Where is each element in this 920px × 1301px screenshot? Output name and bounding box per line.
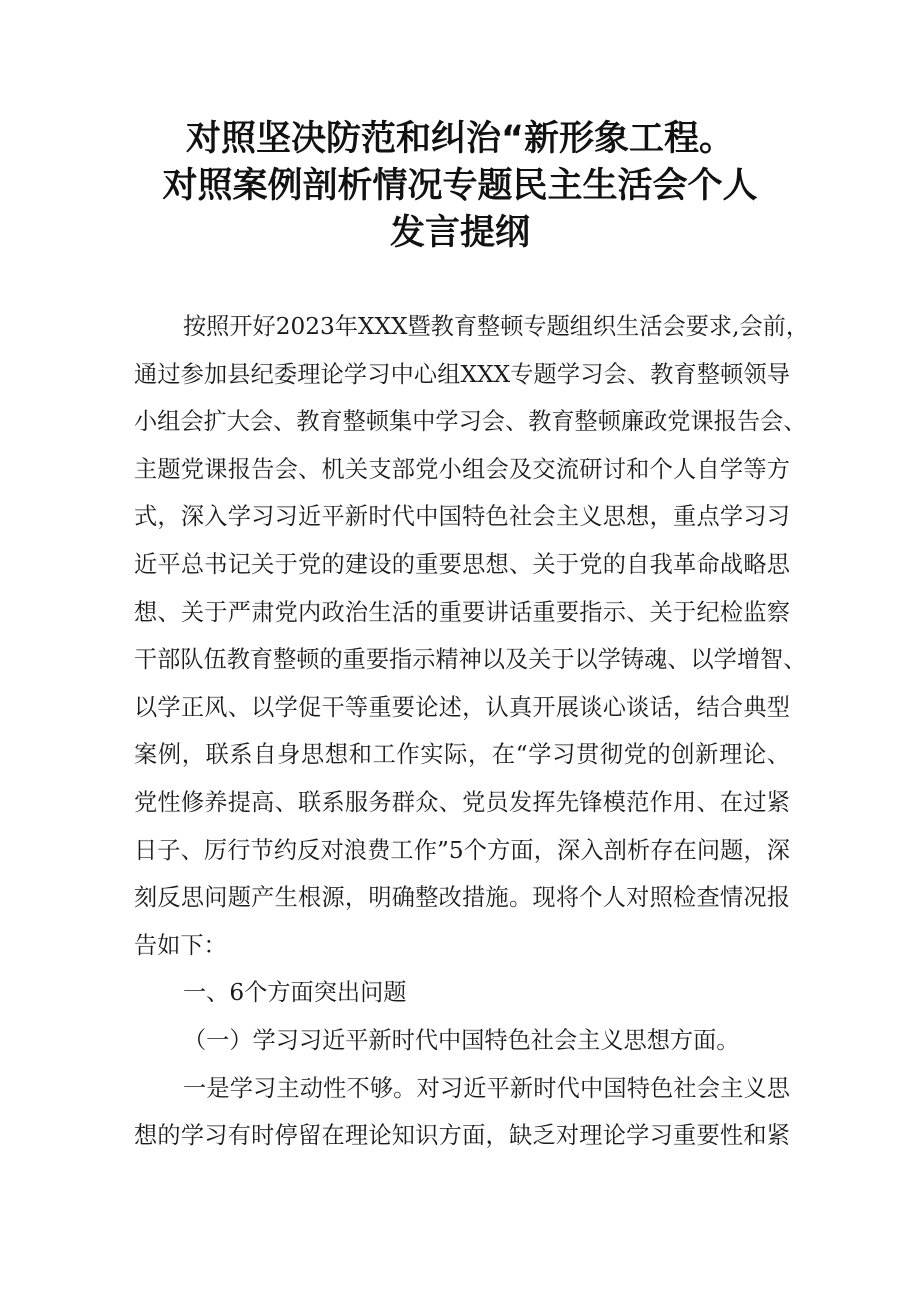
title-line-2: 对照案例剖析情况专题民主生活会个人 xyxy=(162,166,758,206)
paragraph-line: 通过参加县纪委理论学习中心组XXX专题学习会、教育整顿领导 xyxy=(134,360,790,388)
paragraph-line: 按照开好2023年XXX暨教育整顿专题组织生活会要求,会前， xyxy=(183,313,810,340)
paragraph-intro xyxy=(134,303,810,969)
title-line-3: 发言提纲 xyxy=(389,213,530,253)
paragraph-line: 想的学习有时停留在理论知识方面，缺乏对理论学习重要性和紧 xyxy=(134,1122,790,1150)
paragraph-line: 小组会扩大会、教育整顿集中学习会、教育整顿廉政党课报告会、 xyxy=(134,408,807,436)
section-heading-2: （一）学习习近平新时代中国特色社会主义思想方面。 xyxy=(183,1026,740,1054)
title-line-1: 对照坚决防范和纠治“新形象工程。 xyxy=(185,119,734,159)
paragraph-line: 近平总书记关于党的建设的重要思想、关于党的自我革命战略思 xyxy=(134,550,790,578)
paragraph-line: 以学正风、以学促干等重要论述，认真开展谈心谈话，结合典型 xyxy=(134,693,790,721)
paragraph-line: 日子、厉行节约反对浪费工作”5个方面，深入剖析存在问题，深 xyxy=(134,836,790,864)
paragraph-problem-1 xyxy=(134,1065,790,1160)
section-heading-1: 一、6个方面突出问题 xyxy=(183,979,407,1007)
document-title xyxy=(0,116,920,257)
paragraph-line: 主题党课报告会、机关支部党小组会及交流研讨和个人自学等方 xyxy=(134,455,790,483)
paragraph-line: 党性修养提高、联系服务群众、党员发挥先锋模范作用、在过紧 xyxy=(134,788,790,816)
paragraph-line: 一是学习主动性不够。对习近平新时代中国特色社会主义思 xyxy=(183,1074,790,1102)
paragraph-line: 案例，联系自身思想和工作实际，在“学习贯彻党的创新理论、 xyxy=(134,741,790,769)
document-body xyxy=(134,303,810,1160)
paragraph-line: 干部队伍教育整顿的重要指示精神以及关于以学铸魂、以学增智、 xyxy=(134,646,807,674)
paragraph-line: 告如下： xyxy=(134,931,227,959)
paragraph-line: 刻反思问题产生根源，明确整改措施。现将个人对照检查情况报 xyxy=(134,884,790,912)
paragraph-line: 式，深入学习习近平新时代中国特色社会主义思想，重点学习习 xyxy=(134,503,790,531)
paragraph-line: 想、关于严肃党内政治生活的重要讲话重要指示、关于纪检监察 xyxy=(134,598,790,626)
